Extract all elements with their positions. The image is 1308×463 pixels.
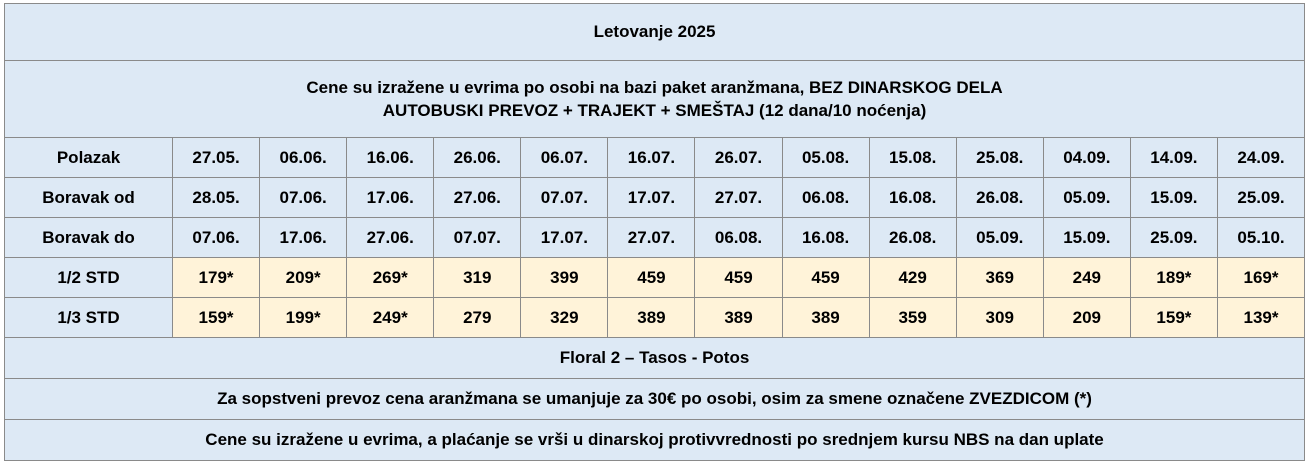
date-cell: 06.08. [695,218,782,258]
hotel-row [5,338,1305,379]
date-cell: 07.06. [260,178,347,218]
date-cell: 05.10. [1217,218,1304,258]
table-title: Letovanje 2025 [5,4,1305,61]
row-label: 1/3 STD [5,298,173,338]
price-table [4,3,1305,461]
price-cell: 199* [260,298,347,338]
date-cell: 17.06. [347,178,434,218]
price-cell: 309 [956,298,1043,338]
price-cell: 139* [1217,298,1304,338]
date-cell: 27.07. [695,178,782,218]
price-cell: 179* [173,258,260,298]
price-cell: 389 [608,298,695,338]
date-cell: 25.09. [1130,218,1217,258]
date-cell: 16.08. [782,218,869,258]
table-row [5,258,1305,298]
price-cell: 269* [347,258,434,298]
date-cell: 26.08. [869,218,956,258]
date-cell: 07.06. [173,218,260,258]
date-cell: 16.07. [608,138,695,178]
price-cell: 249 [1043,258,1130,298]
date-cell: 26.08. [956,178,1043,218]
transport-note: Za sopstveni prevoz cena aranžmana se umanjuje za 30€ po osobi, osim za smene označene ZVEZDICOM (*) [5,379,1305,420]
date-cell: 15.08. [869,138,956,178]
date-cell: 24.09. [1217,138,1304,178]
date-cell: 25.09. [1217,178,1304,218]
date-cell: 26.06. [434,138,521,178]
row-label: Polazak [5,138,173,178]
price-cell: 459 [782,258,869,298]
price-cell: 209 [1043,298,1130,338]
row-label: 1/2 STD [5,258,173,298]
price-cell: 369 [956,258,1043,298]
date-cell: 17.07. [521,218,608,258]
subtitle-row [5,61,1305,138]
date-cell: 15.09. [1130,178,1217,218]
date-cell: 15.09. [1043,218,1130,258]
date-cell: 06.08. [782,178,869,218]
payment-note: Cene su izražene u evrima, a plaćanje se vrši u dinarskoj protivvrednosti po srednjem kursu NBS na dan uplate [5,420,1305,461]
date-cell: 17.07. [608,178,695,218]
table-row [5,298,1305,338]
subtitle-line-1: Cene su izražene u evrima po osobi na bazi paket aranžmana, BEZ DINARSKOG DELA [306,78,1003,97]
price-cell: 169* [1217,258,1304,298]
price-cell: 359 [869,298,956,338]
date-cell: 06.07. [521,138,608,178]
table-row [5,218,1305,258]
date-cell: 16.06. [347,138,434,178]
price-cell: 389 [782,298,869,338]
date-cell: 27.05. [173,138,260,178]
date-cell: 14.09. [1130,138,1217,178]
date-cell: 28.05. [173,178,260,218]
price-cell: 459 [608,258,695,298]
price-cell: 329 [521,298,608,338]
table-row [5,138,1305,178]
note-row-2 [5,420,1305,461]
price-cell: 389 [695,298,782,338]
row-label: Boravak do [5,218,173,258]
price-cell: 459 [695,258,782,298]
table-row [5,178,1305,218]
row-label: Boravak od [5,178,173,218]
date-cell: 27.06. [347,218,434,258]
hotel-name: Floral 2 – Tasos - Potos [5,338,1305,379]
date-cell: 17.06. [260,218,347,258]
date-cell: 07.07. [434,218,521,258]
date-cell: 26.07. [695,138,782,178]
price-cell: 189* [1130,258,1217,298]
date-cell: 05.09. [1043,178,1130,218]
price-cell: 399 [521,258,608,298]
subtitle-line-2: AUTOBUSKI PREVOZ + TRAJEKT + SMEŠTAJ (12 dana/10 noćenja) [382,101,927,120]
price-cell: 159* [1130,298,1217,338]
date-cell: 27.06. [434,178,521,218]
price-cell: 319 [434,258,521,298]
date-cell: 05.08. [782,138,869,178]
date-cell: 07.07. [521,178,608,218]
date-cell: 05.09. [956,218,1043,258]
price-cell: 159* [173,298,260,338]
date-cell: 27.07. [608,218,695,258]
date-cell: 16.08. [869,178,956,218]
table-subtitle [5,61,1305,138]
note-row-1 [5,379,1305,420]
price-cell: 209* [260,258,347,298]
price-cell: 249* [347,298,434,338]
date-cell: 04.09. [1043,138,1130,178]
date-cell: 06.06. [260,138,347,178]
title-row [5,4,1305,61]
date-cell: 25.08. [956,138,1043,178]
price-cell: 429 [869,258,956,298]
price-cell: 279 [434,298,521,338]
